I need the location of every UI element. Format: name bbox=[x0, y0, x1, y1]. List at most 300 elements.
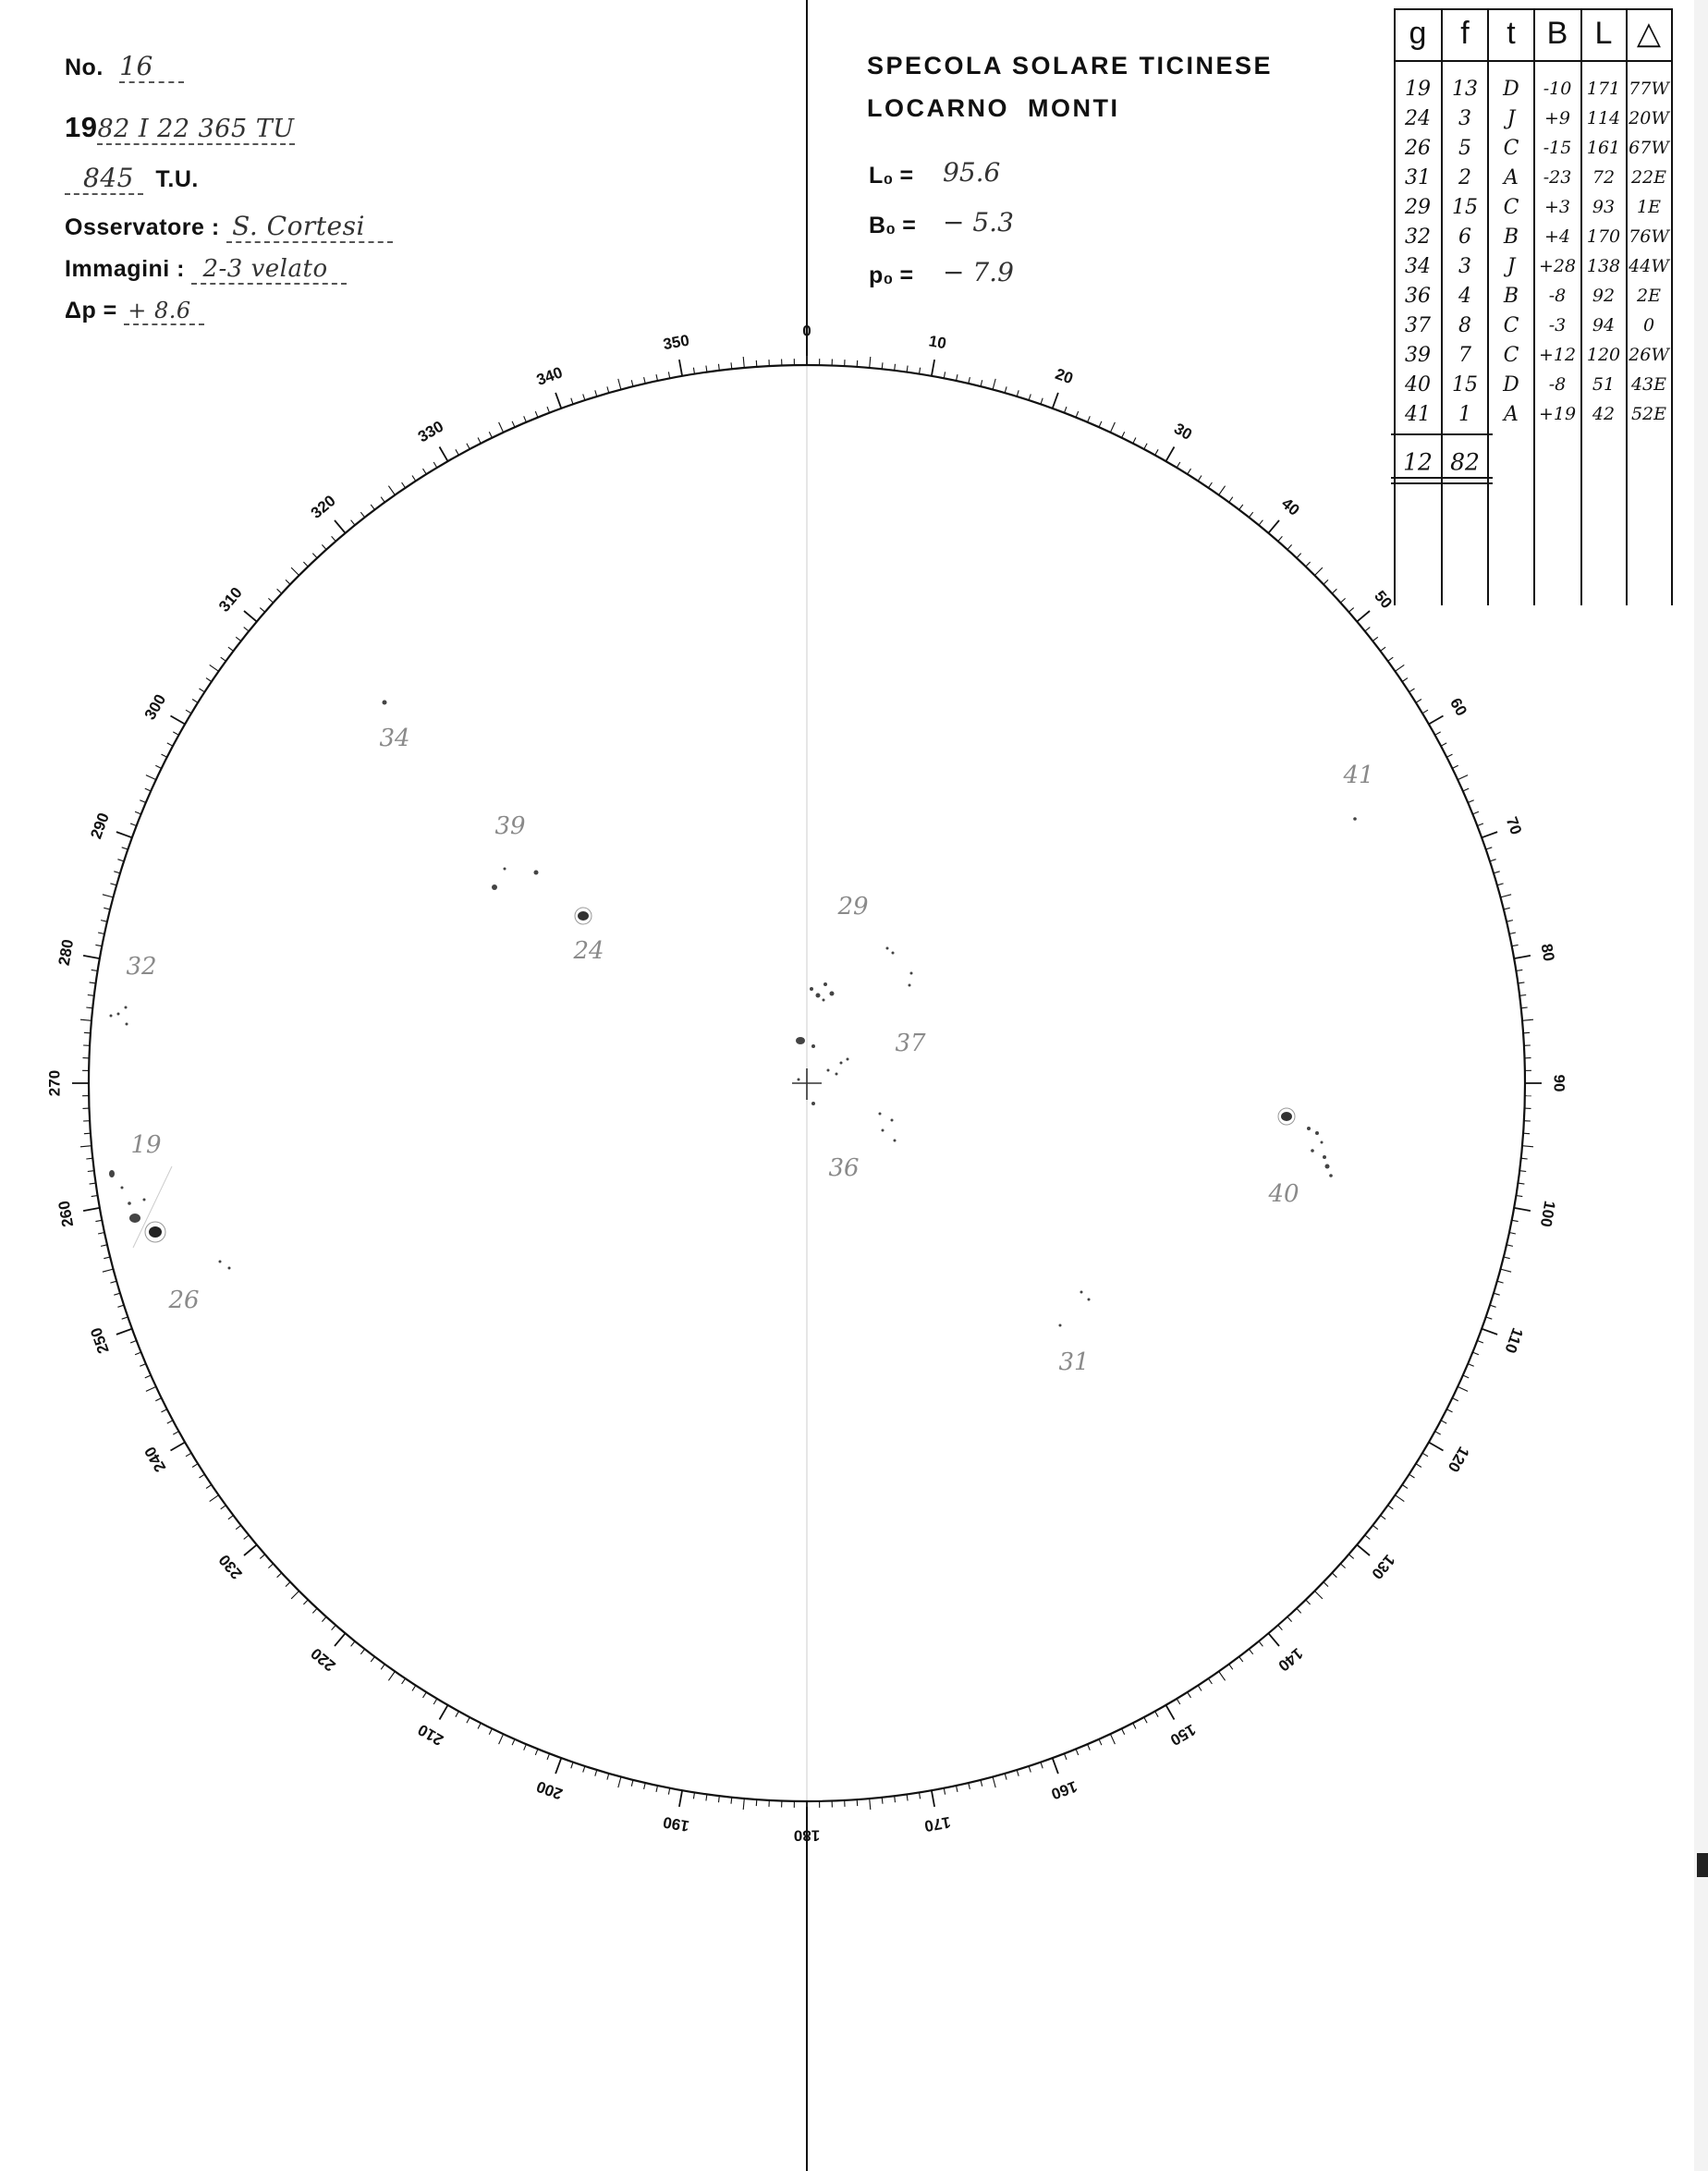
scale-tick bbox=[1099, 421, 1102, 427]
table-cell: 67W bbox=[1629, 138, 1669, 158]
scale-tick bbox=[1306, 1600, 1311, 1604]
scale-tick bbox=[1259, 1641, 1263, 1647]
scale-label-180: 180 bbox=[793, 1826, 821, 1845]
scale-tick bbox=[1497, 1281, 1504, 1283]
group-label-29: 29 bbox=[837, 893, 869, 921]
scale-tick bbox=[277, 1573, 282, 1578]
sunspot-group-24 bbox=[575, 908, 592, 924]
scale-tick bbox=[332, 536, 336, 541]
scale-tick bbox=[381, 497, 384, 503]
group-label-24: 24 bbox=[573, 937, 604, 965]
images-value: 2-3 velato bbox=[191, 255, 346, 285]
l0-value: 95.6 bbox=[943, 157, 1001, 188]
scale-tick bbox=[1340, 1564, 1345, 1568]
table-cell: 161 bbox=[1586, 138, 1621, 158]
scale-tick bbox=[146, 1386, 156, 1391]
scale-tick bbox=[155, 765, 161, 768]
group-label-39: 39 bbox=[494, 812, 526, 840]
scale-tick bbox=[1365, 628, 1371, 631]
group-label-32: 32 bbox=[126, 953, 157, 981]
scale-tick bbox=[1494, 872, 1500, 873]
table-cell: 26W bbox=[1629, 345, 1669, 365]
scale-tick bbox=[1523, 1133, 1530, 1134]
scale-tick bbox=[679, 1790, 682, 1807]
table-cell: 22E bbox=[1630, 167, 1667, 188]
table-cell: 5 bbox=[1458, 137, 1471, 160]
table-cell: 19 bbox=[1405, 78, 1431, 101]
scale-tick bbox=[1287, 1616, 1292, 1621]
scale-tick bbox=[221, 1506, 226, 1509]
scale-tick bbox=[260, 1555, 264, 1559]
scale-tick bbox=[1239, 505, 1243, 510]
group-label-37: 37 bbox=[895, 1030, 926, 1057]
scale-tick bbox=[1516, 1196, 1522, 1197]
table-cell: A bbox=[1504, 166, 1519, 189]
scale-tick bbox=[1507, 1245, 1513, 1247]
scale-tick bbox=[90, 982, 96, 983]
scale-tick bbox=[1324, 1582, 1328, 1587]
scale-tick bbox=[98, 933, 104, 934]
table-cell: 76W bbox=[1629, 226, 1669, 247]
scale-tick bbox=[1005, 386, 1006, 393]
scale-tick bbox=[932, 360, 934, 376]
table-cell: 43E bbox=[1630, 374, 1667, 395]
scale-tick bbox=[895, 364, 896, 371]
table-cell: -8 bbox=[1548, 374, 1567, 395]
time-value: 845 bbox=[65, 163, 143, 195]
scale-tick bbox=[1504, 1257, 1510, 1259]
table-cell: -23 bbox=[1543, 167, 1572, 188]
scale-tick bbox=[92, 1196, 98, 1197]
scale-label-70: 70 bbox=[1502, 814, 1526, 837]
scale-label-340: 340 bbox=[533, 363, 566, 389]
scale-tick bbox=[631, 380, 633, 386]
table-cell: -3 bbox=[1548, 315, 1567, 335]
scale-tick bbox=[535, 411, 538, 418]
scale-tick bbox=[268, 598, 273, 603]
scale-tick bbox=[489, 1728, 492, 1734]
table-header: t bbox=[1507, 15, 1516, 51]
scale-tick bbox=[499, 1734, 504, 1744]
scale-tick bbox=[467, 1717, 470, 1723]
table-cell: D bbox=[1503, 78, 1519, 101]
scale-tick bbox=[104, 908, 110, 909]
scale-tick bbox=[1314, 1591, 1323, 1599]
scale-tick bbox=[1435, 1432, 1441, 1434]
sunspots bbox=[109, 701, 1357, 1327]
scale-tick bbox=[303, 1600, 308, 1604]
scale-tick bbox=[693, 1792, 694, 1799]
scale-tick bbox=[1219, 486, 1226, 495]
scale-tick bbox=[993, 379, 995, 390]
table-cell: 31 bbox=[1405, 166, 1431, 189]
scale-label-270: 270 bbox=[45, 1069, 64, 1097]
scale-label-230: 230 bbox=[215, 1551, 246, 1583]
table-cell: 1 bbox=[1458, 403, 1471, 426]
scale-tick bbox=[1088, 416, 1091, 422]
scale-tick bbox=[388, 486, 395, 495]
scale-tick bbox=[114, 872, 120, 873]
table-cell: 170 bbox=[1586, 226, 1621, 247]
scale-tick bbox=[130, 1341, 137, 1344]
scale-tick bbox=[88, 995, 94, 996]
scale-tick bbox=[1396, 1495, 1405, 1502]
scale-tick bbox=[80, 1146, 92, 1147]
scale-tick bbox=[1229, 497, 1233, 503]
scale-tick bbox=[206, 1485, 212, 1489]
scale-tick bbox=[1177, 462, 1180, 468]
scale-tick bbox=[1209, 482, 1213, 488]
scale-label-290: 290 bbox=[87, 810, 113, 842]
scale-tick bbox=[192, 1464, 198, 1468]
scale-tick bbox=[1519, 1171, 1526, 1172]
scale-tick bbox=[524, 1744, 527, 1750]
scale-tick bbox=[244, 1535, 250, 1539]
table-cell: B bbox=[1503, 285, 1519, 308]
scale-label-310: 310 bbox=[215, 583, 246, 616]
scale-tick bbox=[512, 1739, 515, 1745]
scale-tick bbox=[719, 364, 720, 371]
scale-tick bbox=[146, 775, 156, 780]
scale-tick bbox=[412, 476, 416, 482]
scale-tick bbox=[1029, 1766, 1031, 1773]
images-label: Immagini : bbox=[65, 256, 186, 282]
scale-tick bbox=[200, 1474, 205, 1478]
scale-tick bbox=[1110, 1734, 1115, 1744]
scale-tick bbox=[268, 1564, 273, 1568]
table-cell: C bbox=[1503, 196, 1519, 219]
scale-tick bbox=[1509, 933, 1516, 934]
table-cell: 44W bbox=[1629, 256, 1669, 276]
scale-tick bbox=[351, 1641, 355, 1647]
scale-tick bbox=[80, 1019, 92, 1020]
scale-tick bbox=[1177, 1699, 1180, 1704]
scale-tick bbox=[668, 372, 669, 378]
scale-label-240: 240 bbox=[140, 1443, 170, 1476]
scale-tick bbox=[981, 1780, 982, 1787]
scale-tick bbox=[277, 589, 282, 593]
table-cell: 4 bbox=[1458, 285, 1471, 308]
scale-tick bbox=[244, 628, 250, 631]
scale-tick bbox=[1053, 1758, 1058, 1774]
delta-p-value: + 8.6 bbox=[124, 298, 203, 325]
scale-tick bbox=[312, 1608, 317, 1613]
scale-label-320: 320 bbox=[307, 492, 339, 522]
scale-tick bbox=[173, 732, 178, 735]
scale-tick bbox=[312, 554, 317, 558]
scale-tick bbox=[1446, 1409, 1452, 1412]
scale-tick bbox=[83, 1208, 100, 1211]
scale-tick bbox=[1477, 1341, 1483, 1344]
sunspot-group-39 bbox=[492, 868, 539, 891]
scale-tick bbox=[433, 462, 437, 468]
scale-tick bbox=[1463, 788, 1469, 791]
scale-tick bbox=[1259, 520, 1263, 526]
scale-tick bbox=[440, 447, 448, 462]
scale-tick bbox=[117, 1305, 124, 1307]
table-cell: 6 bbox=[1458, 226, 1471, 249]
scale-tick bbox=[1306, 562, 1311, 567]
scale-label-120: 120 bbox=[1444, 1443, 1473, 1476]
scale-tick bbox=[1144, 1717, 1147, 1723]
scale-tick bbox=[499, 422, 504, 433]
scale-tick bbox=[1381, 1516, 1386, 1519]
scale-tick bbox=[1076, 411, 1079, 418]
scale-label-330: 330 bbox=[414, 417, 447, 446]
sunspot-group-36 bbox=[879, 1113, 897, 1142]
scale-tick bbox=[547, 407, 550, 413]
table-cell: 15 bbox=[1452, 196, 1478, 219]
sunspot-group-41 bbox=[1353, 817, 1357, 821]
scale-tick bbox=[1409, 689, 1415, 692]
scale-tick bbox=[706, 366, 707, 372]
table-cell: C bbox=[1503, 314, 1519, 337]
scale-tick bbox=[571, 1762, 573, 1769]
scale-tick bbox=[1017, 1770, 1019, 1776]
scale-tick bbox=[1144, 444, 1147, 449]
scale-tick bbox=[286, 1582, 290, 1587]
scale-tick bbox=[1287, 544, 1292, 549]
scale-label-10: 10 bbox=[927, 332, 948, 353]
table-cell: 39 bbox=[1405, 344, 1431, 367]
scale-label-300: 300 bbox=[140, 690, 170, 724]
table-cell: 114 bbox=[1586, 108, 1621, 128]
table-cell: 13 bbox=[1452, 78, 1478, 101]
scale-tick bbox=[236, 637, 241, 640]
table-cell: 94 bbox=[1592, 315, 1616, 335]
scale-tick bbox=[1452, 765, 1458, 768]
scale-tick bbox=[167, 1421, 173, 1423]
sunspot-group-40 bbox=[1278, 1108, 1333, 1177]
scale-label-190: 190 bbox=[662, 1812, 691, 1836]
scale-tick bbox=[1372, 637, 1378, 640]
scale-tick bbox=[1198, 1686, 1202, 1691]
scale-tick bbox=[244, 1544, 257, 1555]
group-label-40: 40 bbox=[1268, 1180, 1299, 1208]
scale-tick bbox=[1249, 512, 1252, 518]
observatory-location: LOCARNO MONTI bbox=[867, 94, 1120, 122]
scale-tick bbox=[607, 386, 609, 393]
scale-tick bbox=[110, 1281, 116, 1283]
table-cell: 72 bbox=[1592, 167, 1616, 188]
scale-tick bbox=[1209, 1678, 1213, 1684]
scale-tick bbox=[920, 368, 921, 374]
scale-tick bbox=[1402, 678, 1408, 682]
scale-tick bbox=[1365, 1535, 1371, 1539]
scale-tick bbox=[656, 1786, 658, 1792]
scale-tick bbox=[1416, 700, 1421, 703]
scale-tick bbox=[1422, 1453, 1428, 1457]
scale-label-0: 0 bbox=[802, 322, 811, 340]
scale-tick bbox=[595, 1770, 597, 1776]
scale-tick bbox=[291, 1591, 299, 1599]
scale-tick bbox=[555, 1758, 561, 1774]
scale-tick bbox=[140, 800, 146, 803]
scale-tick bbox=[969, 377, 970, 384]
table-cell: 0 bbox=[1642, 315, 1655, 335]
scale-tick bbox=[1497, 884, 1504, 885]
scale-tick bbox=[1518, 982, 1524, 983]
scale-tick bbox=[1166, 447, 1175, 462]
table-cell: +4 bbox=[1543, 226, 1571, 247]
scale-tick bbox=[221, 657, 226, 661]
table-cell: +28 bbox=[1538, 256, 1577, 276]
scale-label-50: 50 bbox=[1371, 587, 1396, 613]
scale-tick bbox=[1332, 1573, 1336, 1578]
scale-tick bbox=[644, 377, 646, 384]
table-cell: 120 bbox=[1586, 345, 1621, 365]
table-cell: 20W bbox=[1629, 108, 1669, 128]
scale-tick bbox=[116, 832, 132, 837]
scale-tick bbox=[1348, 608, 1353, 613]
table-cell: 26 bbox=[1405, 137, 1431, 160]
scale-tick bbox=[1268, 520, 1279, 533]
scale-tick bbox=[993, 1777, 995, 1788]
scale-tick bbox=[322, 1616, 326, 1621]
sunspot-group-labels bbox=[126, 725, 1373, 1376]
scale-tick bbox=[335, 520, 346, 533]
scale-tick bbox=[291, 567, 299, 576]
table-cell: 41 bbox=[1405, 403, 1431, 426]
scale-tick bbox=[1133, 1723, 1136, 1728]
table-cell: C bbox=[1503, 137, 1519, 160]
scale-tick bbox=[228, 647, 234, 651]
scale-label-220: 220 bbox=[307, 1644, 339, 1675]
table-cell: 7 bbox=[1458, 344, 1471, 367]
scale-tick bbox=[583, 1766, 585, 1773]
scale-tick bbox=[95, 1220, 102, 1221]
scale-tick bbox=[1441, 1421, 1446, 1423]
scale-tick bbox=[423, 1692, 427, 1698]
scale-tick bbox=[1219, 1672, 1226, 1681]
scale-tick bbox=[1472, 811, 1479, 814]
scale-tick bbox=[1468, 800, 1474, 803]
scale-tick bbox=[870, 357, 871, 368]
date-prefix: 19 bbox=[65, 111, 98, 143]
scale-tick bbox=[467, 444, 470, 449]
scale-tick bbox=[103, 895, 114, 897]
scale-label-40: 40 bbox=[1277, 494, 1303, 519]
scale-tick bbox=[1110, 422, 1115, 433]
scale-tick bbox=[907, 366, 908, 372]
scale-tick bbox=[1435, 732, 1441, 735]
observer-value: S. Cortesi bbox=[226, 211, 393, 243]
scale-tick bbox=[932, 1790, 934, 1807]
scale-tick bbox=[1340, 598, 1345, 603]
scale-tick bbox=[1053, 393, 1058, 409]
scale-tick bbox=[103, 1269, 114, 1272]
table-cell: B bbox=[1503, 226, 1519, 249]
scale-tick bbox=[1065, 1753, 1068, 1760]
scale-tick bbox=[618, 1777, 621, 1788]
scale-tick bbox=[489, 432, 492, 437]
scale-tick bbox=[155, 1398, 161, 1401]
scale-tick bbox=[1198, 476, 1202, 482]
table-cell: 93 bbox=[1592, 197, 1616, 217]
scale-tick bbox=[260, 608, 264, 613]
table-cell: 1E bbox=[1637, 197, 1661, 217]
scale-tick bbox=[1522, 1019, 1533, 1020]
scale-label-80: 80 bbox=[1537, 942, 1558, 963]
scale-tick bbox=[981, 380, 982, 386]
scale-tick bbox=[1239, 1657, 1243, 1663]
scale-tick bbox=[1482, 832, 1497, 837]
table-cell: 3 bbox=[1458, 255, 1471, 278]
scale-label-150: 150 bbox=[1166, 1720, 1200, 1750]
scale-tick bbox=[116, 1329, 132, 1335]
group-label-26: 26 bbox=[168, 1287, 200, 1314]
sunspot-group-37 bbox=[796, 1037, 849, 1105]
table-cell: 2E bbox=[1637, 286, 1661, 306]
scale-tick bbox=[110, 884, 116, 885]
table-cell: +19 bbox=[1538, 404, 1577, 424]
scale-tick bbox=[1017, 390, 1019, 396]
scale-tick bbox=[1122, 432, 1125, 437]
table-cell: +9 bbox=[1543, 108, 1571, 128]
scale-tick bbox=[1458, 775, 1468, 780]
scale-tick bbox=[1388, 657, 1394, 661]
scale-tick bbox=[607, 1774, 609, 1780]
scale-tick bbox=[512, 421, 515, 427]
number-label: No. bbox=[65, 55, 104, 80]
scale-tick bbox=[1501, 1269, 1512, 1272]
scale-tick bbox=[135, 811, 141, 814]
scale-tick bbox=[1357, 611, 1370, 622]
scale-tick bbox=[433, 1699, 437, 1704]
scale-tick bbox=[1099, 1739, 1102, 1745]
scale-tick bbox=[244, 611, 257, 622]
scale-tick bbox=[583, 394, 585, 400]
scale-tick bbox=[162, 1409, 167, 1412]
scale-tick bbox=[1507, 921, 1513, 922]
p0-value: − 7.9 bbox=[943, 257, 1014, 287]
scale-label-160: 160 bbox=[1048, 1777, 1080, 1803]
table-cell: -10 bbox=[1543, 79, 1572, 99]
sunspot-group-26 bbox=[145, 1222, 231, 1270]
scale-tick bbox=[1381, 647, 1386, 651]
scale-tick bbox=[1188, 469, 1191, 474]
number-value: 16 bbox=[119, 51, 184, 83]
scale-tick bbox=[1314, 567, 1323, 576]
table-cell: 77W bbox=[1629, 79, 1669, 99]
scale-label-350: 350 bbox=[662, 331, 691, 354]
scale-tick bbox=[524, 416, 527, 422]
scale-tick bbox=[920, 1792, 921, 1799]
scale-tick bbox=[1514, 956, 1531, 958]
scale-tick bbox=[186, 1453, 191, 1457]
scale-tick bbox=[1504, 908, 1510, 909]
scale-tick bbox=[1409, 1474, 1415, 1478]
scale-tick bbox=[1514, 1208, 1531, 1211]
scale-label-170: 170 bbox=[922, 1812, 952, 1836]
scale-tick bbox=[104, 1257, 110, 1259]
scale-tick bbox=[1041, 1762, 1043, 1769]
scale-tick bbox=[1458, 1386, 1468, 1391]
scale-tick bbox=[84, 1032, 91, 1033]
scale-tick bbox=[186, 710, 191, 714]
table-cell: 51 bbox=[1592, 374, 1616, 395]
scale-tick bbox=[98, 1233, 104, 1235]
scale-tick bbox=[371, 505, 374, 510]
scale-tick bbox=[478, 1723, 481, 1728]
scale-tick bbox=[88, 1171, 94, 1172]
b0-value: − 5.3 bbox=[943, 207, 1014, 238]
table-header: B bbox=[1546, 15, 1568, 51]
table-header: L bbox=[1594, 15, 1613, 51]
scale-tick bbox=[857, 360, 858, 367]
scale-tick bbox=[1122, 1728, 1125, 1734]
scale-tick bbox=[547, 1753, 550, 1760]
